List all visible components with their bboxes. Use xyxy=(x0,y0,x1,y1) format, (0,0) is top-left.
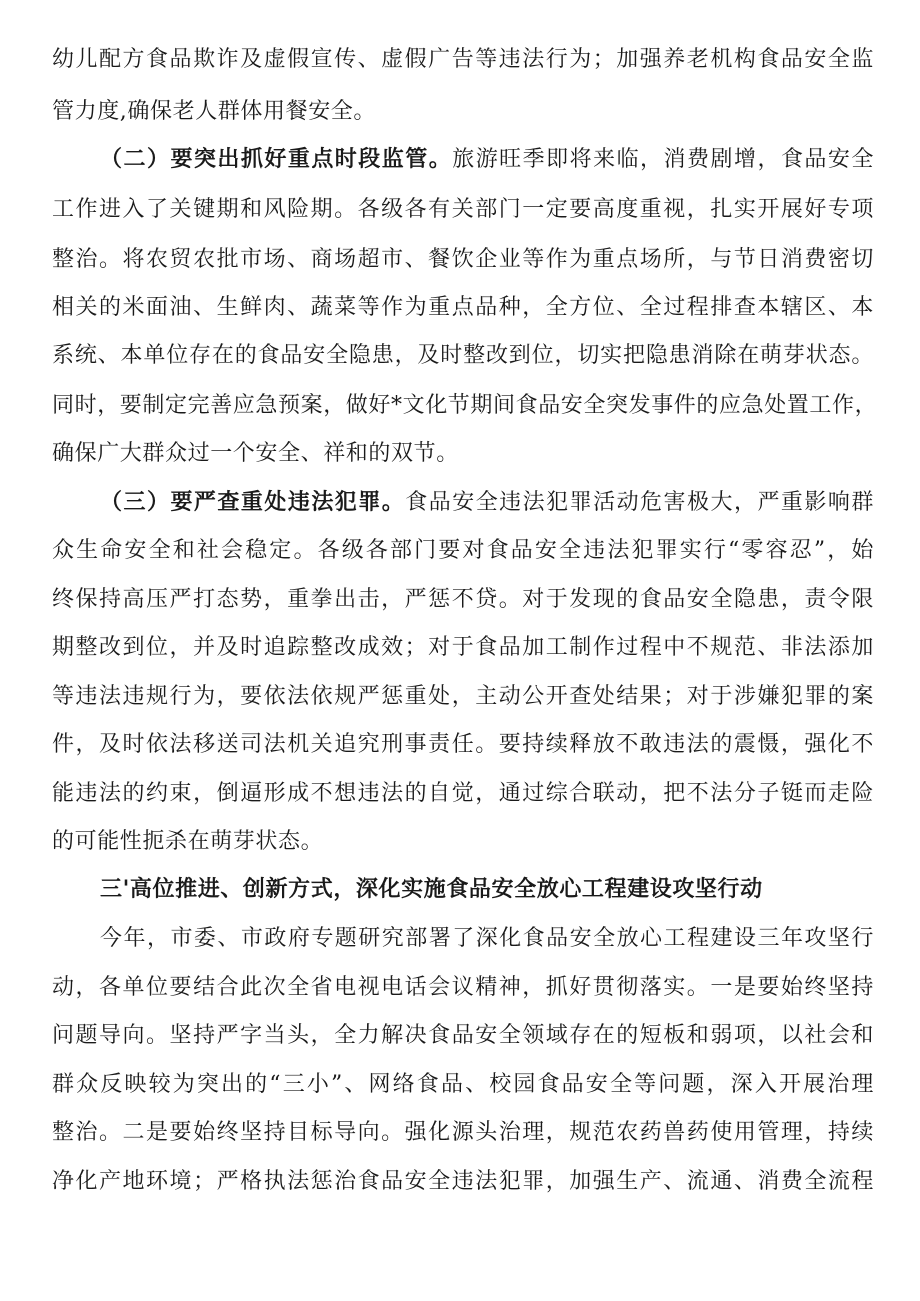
paragraph-line xyxy=(52,193,874,227)
line-text: 旅游旺季即将来临，消费剧增，食品安全 xyxy=(452,147,874,172)
paragraph-line xyxy=(52,243,874,277)
line-text: 食品安全违法犯罪活动危害极大，严重影响群 xyxy=(405,490,874,515)
paragraph-line xyxy=(52,777,874,811)
line-text: 动，各单位要结合此次全省电视电话会议精神，抓好贯彻落实。一是要始终坚持 xyxy=(52,975,874,1000)
paragraph-line xyxy=(52,291,874,325)
paragraph-line xyxy=(52,583,874,617)
line-text: 众生命安全和社会稳定。各级各部门要对食品安全违法犯罪实行“零容忍”，始 xyxy=(52,538,874,563)
line-text: 系统、本单位存在的食品安全隐患，及时整改到位，切实把隐患消除在萌芽状态。 xyxy=(52,343,874,368)
line-text: 的可能性扼杀在萌芽状态。 xyxy=(52,829,324,854)
line-text: 确保广大群众过一个安全、祥和的双节。 xyxy=(52,441,459,466)
paragraph-line xyxy=(52,922,874,956)
subsection-title: （二）要突出抓好重点时段监管。 xyxy=(100,147,453,172)
line-text: 同时，要制定完善应急预案，做好*文化节期间食品安全突发事件的应急处置工作， xyxy=(52,393,878,418)
line-text: 期整改到位，并及时追踪整改成效；对于食品加工制作过程中不规范、非法添加 xyxy=(52,635,874,660)
line-text: 终保持高压严打态势，重拳出击，严惩不贷。对于发现的食品安全隐患，责令限 xyxy=(52,587,874,612)
paragraph-line xyxy=(52,1068,874,1102)
paragraph-line xyxy=(52,971,874,1005)
line-text: 净化产地环境；严格执法惩治食品安全违法犯罪，加强生产、流通、消费全流程 xyxy=(52,1169,874,1194)
paragraph-line xyxy=(52,43,874,77)
paragraph-line xyxy=(52,534,874,568)
paragraph-line xyxy=(52,1019,874,1053)
paragraph-line xyxy=(52,1116,874,1150)
paragraph-line xyxy=(52,631,874,665)
line-text: 幼儿配方食品欺诈及虚假宣传、虚假广告等违法行为；加强养老机构食品安全监 xyxy=(52,47,874,72)
line-text: 能违法的约束，倒逼形成不想违法的自觉，通过综合联动，把不法分子铤而走险 xyxy=(52,781,874,806)
section-heading xyxy=(52,873,874,907)
line-text: 工作进入了关键期和风险期。各级各有关部门一定要高度重视，扎实开展好专项 xyxy=(52,197,874,222)
heading-text: 三'高位推进、创新方式，深化实施食品安全放心工程建设攻坚行动 xyxy=(100,877,763,902)
paragraph-line xyxy=(52,1165,874,1199)
line-text: 群众反映较为突出的“三小”、网络食品、校园食品安全等问题，深入开展治理 xyxy=(52,1072,874,1097)
paragraph-line xyxy=(52,95,874,129)
line-text: 今年，市委、市政府专题研究部署了深化食品安全放心工程建设三年攻坚行 xyxy=(100,926,874,951)
line-text: 相关的米面油、生鲜肉、蔬菜等作为重点品种，全方位、全过程排查本辖区、本 xyxy=(52,295,874,320)
paragraph-line xyxy=(52,437,874,471)
paragraph-line xyxy=(52,680,874,714)
line-text: 整治。二是要始终坚持目标导向。强化源头治理，规范农药兽药使用管理，持续 xyxy=(52,1120,874,1145)
line-text: 整治。将农贸农批市场、商场超市、餐饮企业等作为重点场所，与节日消费密切 xyxy=(52,247,874,272)
paragraph-line xyxy=(52,825,874,859)
line-text: 等违法违规行为，要依法依规严惩重处，主动公开查处结果；对于涉嫌犯罪的案 xyxy=(52,684,874,709)
line-text: 管力度,确保老人群体用餐安全。 xyxy=(52,99,376,124)
paragraph-line xyxy=(52,486,874,520)
subsection-title: （三）要严查重处违法犯罪。 xyxy=(100,490,406,515)
paragraph-line xyxy=(52,339,874,373)
paragraph-line xyxy=(52,389,878,423)
paragraph-line xyxy=(52,728,874,762)
paragraph-line xyxy=(52,143,874,177)
line-text: 件，及时依法移送司法机关追究刑事责任。要持续释放不敢违法的震慑，强化不 xyxy=(52,732,874,757)
line-text: 问题导向。坚持严字当头，全力解决食品安全领域存在的短板和弱项，以社会和 xyxy=(52,1023,874,1048)
